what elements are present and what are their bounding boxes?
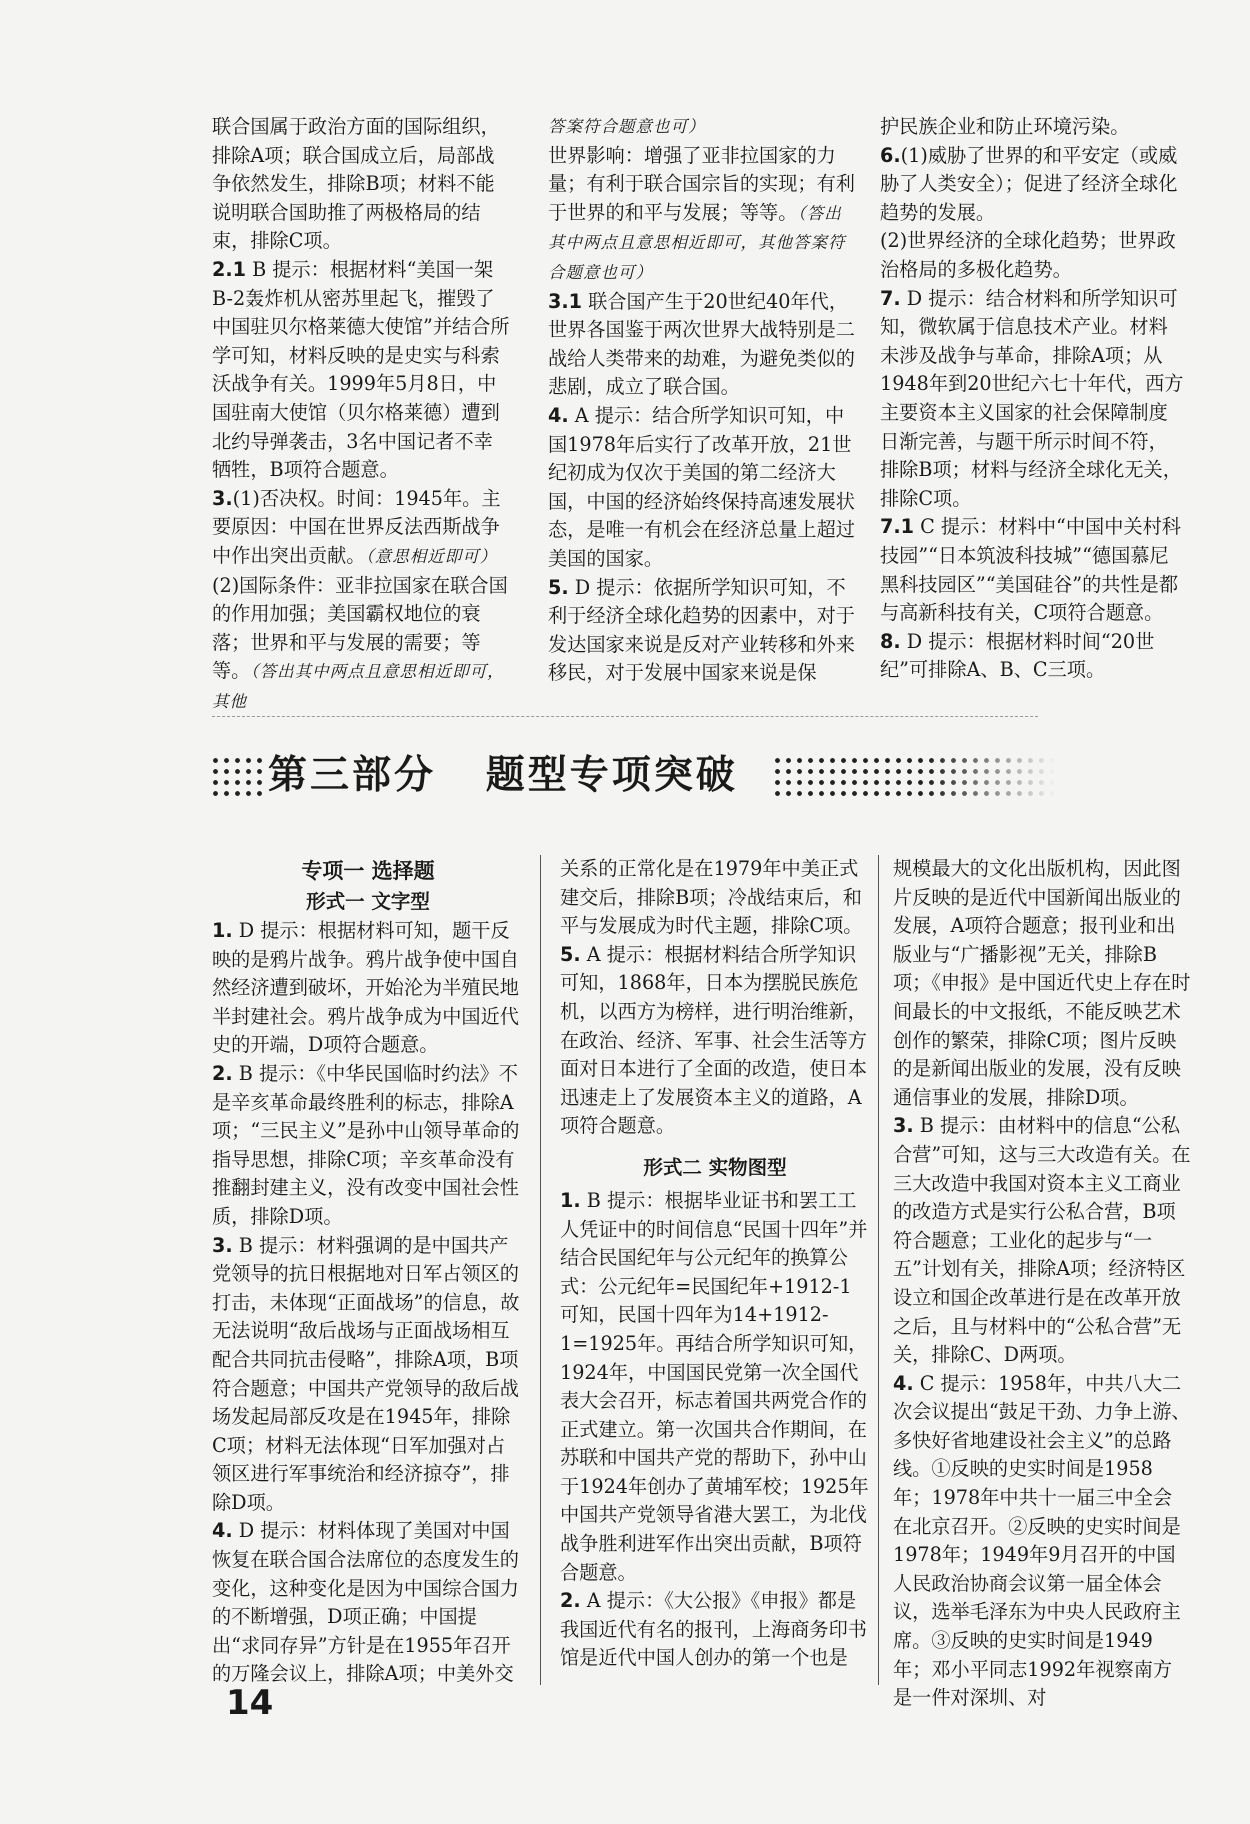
topic-heading: 专项一 选择题 — [301, 859, 435, 883]
answer-item: 2. A 提示：《大公报》《申报》都是我国近代有名的报刊，上海商务印书馆是近代中国人创办的第一个也是 — [560, 1589, 867, 1670]
answer-item: 5. D 提示：依据所学知识可知，不利于经济全球化趋势的因素中，对于发达国家来说是反对产业转移和外来移民，对于发展中国家来说是保 — [548, 575, 855, 685]
answer-item: 6.(1)威胁了世界的和平安定（或威胁了人类安全）；促进了经济全球化趋势的发展。 — [880, 143, 1178, 224]
column-rule — [540, 855, 541, 1685]
answer-item: 联合国属于政治方面的国际组织，排除A项；联合国成立后，局部战争依然发生，排除B项；材料不能说明联合国助推了两极格局的结束，排除C项。 — [212, 115, 500, 253]
answer-item: (2)世界经济的全球化趋势；世界政治格局的多极化趋势。 — [880, 229, 1176, 281]
answer-item: 护民族企业和防止环境污染。 — [880, 115, 1130, 138]
answer-note: 答案符合题意也可） — [548, 117, 706, 136]
answer-item: 3. B 提示：由材料中的信息“公私合营”可知，这与三大改造有关。在三大改造中我国对资本主义工商业的改造方式是实行公私合营，B项符合题意；工业化的起步与“一五”计划有关，排除A项；经济特区设立和国企改革进行是在改革开放之后，且与材料中的“公私合营”无关，排除C、D两项。 — [893, 1114, 1191, 1367]
section-banner — [210, 747, 1056, 805]
bottom-column-3 — [893, 855, 1191, 1713]
dot-pattern-right — [772, 755, 1056, 797]
answer-item: (2)国际条件：亚非拉国家在联合国的作用加强；美国霸权地位的衰落；世界和平与发展的需要；等等。（答出其中两点且意思相近即可，其他 — [212, 573, 508, 711]
answer-item: 关系的正常化是在1979年中美正式建交后，排除B项；冷战结束后，和平与发展成为时代主题，排除C项。 — [560, 857, 863, 938]
answer-item: 3. B 提示：材料强调的是中国共产党领导的抗日根据地对日军占领区的打击，未体现“正面战场”的信息，故无法说明“敌后战场与正面战场相互配合共同抗击侵略”，排除A项，B项符合题意；中国共产党领导的敌后战场发起局部反攻是在1945年，排除C项；材料无法体现“日军加强对占领区进行军事统治和经济掠夺”，排除D项。 — [212, 1233, 520, 1514]
answer-item: 2.1 B 提示：根据材料“美国一架B-2轰炸机从密苏里起飞，摧毁了中国驻贝尔格莱德大使馆”并结合所学可知，材料反映的是史实与科索沃战争有关。1999年5月8日，中国驻南大使馆（贝尔格莱德）遭到北约导弹袭击，3名中国记者不幸牺牲，B项符合题意。 — [212, 257, 510, 482]
answer-item: 4. C 提示：1958年，中共八大二次会议提出“鼓足干劲、力争上游、多快好省地建设社会主义”的总路线。①反映的史实时间是1958年；1978年中共十一届三中全会在北京召开。②反映的史实时间是1978年；1949年9月召开的中国人民政治协商会议第一届全体会议，选举毛泽东为中央人民政府主席。③反映的史实时间是1949年；邓小平同志1992年视察南方是一件对深圳、对 — [893, 1371, 1191, 1710]
answer-item: 2. B 提示：《中华民国临时约法》不是辛亥革命最终胜利的标志，排除A项；“三民主义”是孙中山领导革命的指导思想，排除C项；辛亥革命没有推翻封建主义，没有改变中国社会性质，排除D项。 — [212, 1061, 520, 1228]
answer-item: 1. B 提示：根据毕业证书和罢工工人凭证中的时间信息“民国十四年”并结合民国纪年与公元纪年的换算公式：公元纪年=民国纪年+1912-1可知，民国十四年为14+1912-1=1925年。再结合所学知识可知，1924年，中国国民党第一次全国代表大会召开，标志着国共两党合作的正式建立。第一次国共合作期间，在苏联和中国共产党的帮助下，孙中山于1924年创办了黄埔军校；1925年中国共产党领导省港大罢工，为北伐战争胜利进军作出突出贡献，B项符合题意。 — [560, 1188, 869, 1584]
section-divider — [212, 716, 1038, 717]
section-title: 第三部分 题型专项突破 — [268, 753, 738, 798]
answer-item: 世界影响：增强了亚非拉国家的力量；有利于联合国宗旨的实现；有利于世界的和平与发展；等等。（答出其中两点且意思相近即可，其他答案符合题意也可） — [548, 143, 855, 282]
column-rule — [878, 855, 879, 1685]
answer-item: 5. A 提示：根据材料结合所学知识可知，1868年，日本为摆脱民族危机，以西方为榜样，进行明治维新，在政治、经济、军事、社会生活等方面对日本进行了全面的改造，使日本迅速走上了发展资本主义的道路，A项符合题意。 — [560, 942, 867, 1138]
form-heading: 形式二 实物图型 — [643, 1155, 787, 1179]
answer-item: 4. D 提示：材料体现了美国对中国恢复在联合国合法席位的态度发生的变化，这种变化是因为中国综合国力的不断增强，D项正确；中国提出“求同存异”方针是在1955年召开的万隆会议上，排除A项；中美外交 — [212, 1519, 519, 1686]
answer-item: 3.(1)否决权。时间：1945年。主要原因：中国在世界反法西斯战争中作出突出贡献。（意思相近即可） — [212, 486, 501, 567]
top-column-1 — [212, 113, 512, 716]
answer-item: 4. A 提示：结合所学知识可知，中国1978年后实行了改革开放，21世纪初成为仅次于美国的第二经济大国，中国的经济始终保持高速发展状态，是唯一有机会在经济总量上超过美国的国家。 — [548, 403, 855, 570]
answer-item: 7.1 C 提示：材料中“中国中关村科技园”“日本筑波科技城”“德国慕尼黑科技园区”“美国硅谷”的共性是都与高新科技有关，C项符合题意。 — [880, 515, 1181, 625]
page-number: 14 — [226, 1683, 274, 1723]
answer-item: 7. D 提示：结合材料和所学知识可知，微软属于信息技术产业。材料未涉及战争与革命，排除A项；从1948年到20世纪六七十年代，西方主要资本主义国家的社会保障制度日渐完善，与题干所示时间不符，排除B项；材料与经济全球化无关，排除C项。 — [880, 286, 1184, 510]
bottom-column-1 — [212, 855, 524, 1689]
top-column-3 — [880, 113, 1186, 685]
dot-pattern-left — [210, 755, 262, 797]
form-heading: 形式一 文字型 — [306, 890, 430, 913]
answer-item: 8. D 提示：根据材料时间“20世纪”可排除A、B、C三项。 — [880, 629, 1155, 682]
answer-item: 3.1 联合国产生于20世纪40年代，世界各国鉴于两次世界大战特别是二战给人类带来的劫难，为避免类似的悲剧，成立了联合国。 — [548, 289, 855, 399]
bottom-column-2 — [560, 855, 870, 1673]
top-column-2 — [548, 113, 856, 688]
answer-item: 规模最大的文化出版机构，因此图片反映的是近代中国新闻出版业的发展，A项符合题意；报刊业和出版业与“广播影视”无关，排除B项；《申报》是中国近代史上存在时间最长的中文报纸，不能反映艺术创作的繁荣，排除C项；图片反映的是新闻出版业的发展，没有反映通信事业的发展，排除D项。 — [893, 857, 1191, 1109]
answer-item: 1. D 提示：根据材料可知，题干反映的是鸦片战争。鸦片战争使中国自然经济遭到破坏，开始沦为半殖民地半封建社会。鸦片战争成为中国近代史的开端，D项符合题意。 — [212, 919, 519, 1057]
